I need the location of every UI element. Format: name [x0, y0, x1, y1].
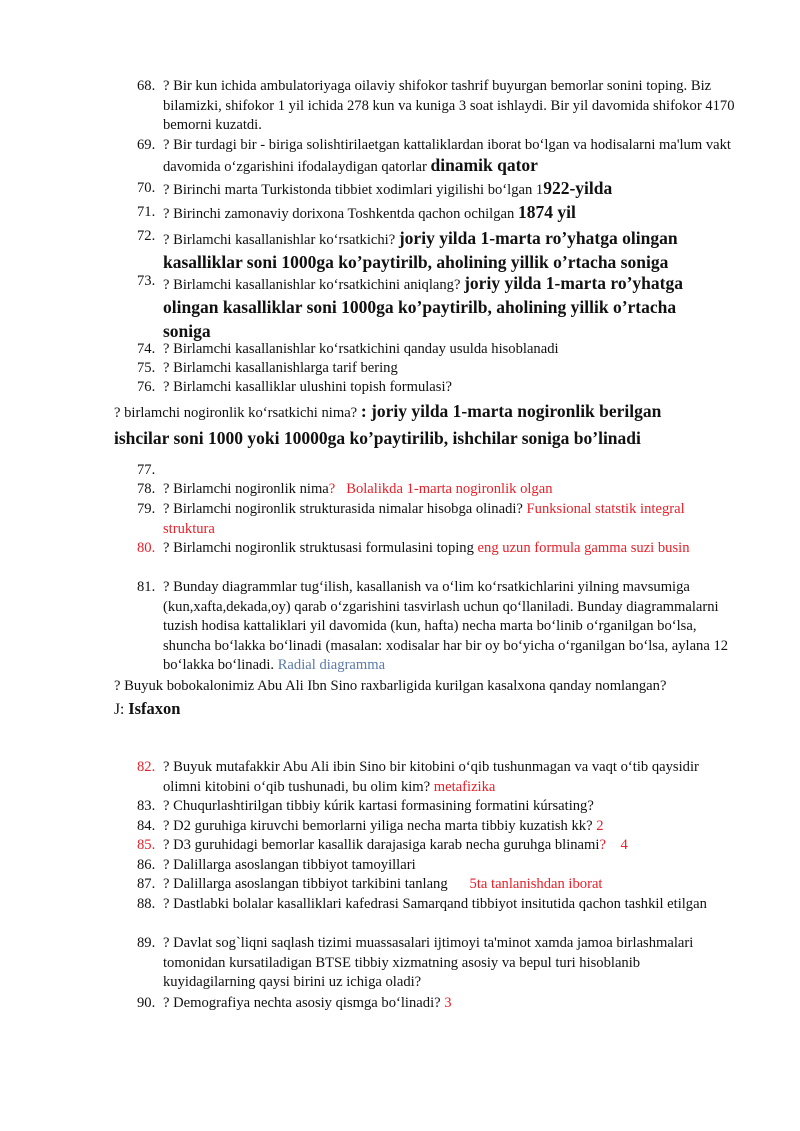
answer-text: 922-yilda [543, 178, 613, 198]
question-text: ? Birlamchi nogironlik strukturasida nimalar hisobga olinadi? Funksional statstik integral struktura [163, 501, 685, 537]
question-number: 76. [137, 379, 156, 395]
question-number: 72. [137, 228, 156, 244]
question-text: ? Bir turdagi bir - biriga solishtirilaetgan kattaliklardan iborat bo‘lgan va hodisalarni ma'lum vakt davomida o‘zgarishini ifodalaydigan qatorlar dinamik qator [163, 137, 731, 175]
question-text: ? Chuqurlashtirilgan tibbiy kúrik kartasi formasining formatini kúrsating? [163, 798, 594, 814]
answer-line-2: kasalliklar soni 1000ga ko’paytirilb, aholining yillik o’rtacha soniga [163, 252, 669, 272]
question-number: 79. [137, 501, 156, 517]
answer-text: Radial diagramma [277, 657, 386, 673]
question-number: 88. [137, 896, 156, 912]
question-text: ? Birinchi marta Turkistonda tibbiet xodimlari yigilishi bo‘lgan 1922-yilda [163, 178, 613, 198]
answer-prefix: J: [114, 701, 129, 718]
question-number: 81. [137, 579, 156, 595]
question-text: ? D3 guruhidagi bemorlar kasallik darajasiga karab necha guruhga blinami? 4 [163, 837, 628, 853]
answer-text: 5ta tanlanishdan iborat [469, 876, 603, 892]
answer-text: Funksional statstik integral struktura [163, 501, 685, 537]
question-text: ? Birlamchi kasallanishlar ko‘rsatkichini qanday usulda hisoblanadi [163, 341, 559, 357]
question-text: ? Dalillarga asoslangan tibbiyot tamoyillari [163, 857, 416, 873]
question-number: 84. [137, 818, 156, 834]
question-number: 89. [137, 935, 156, 951]
answer-line-1: joriy yilda 1-marta ro’yhatga [464, 273, 683, 293]
question-text: ? Davlat sog`liqni saqlash tizimi muassasalari ijtimoyi ta'minot xamda jamoa birlashmalari tomonidan kursatiladigan BTSE tibbiy xizmatning asosiy va bepul turi hisoblanib kuyidagilarning qaysi birini uz ichiga oladi? [163, 935, 694, 990]
question-number: 68. [137, 78, 156, 94]
question-number: 73. [137, 273, 156, 289]
question-disability-indicator [114, 399, 754, 453]
question-number: 70. [137, 180, 156, 196]
question-number: 82. [137, 759, 156, 775]
answer-line-2: olingan kasalliklar soni 1000ga ko’paytirilb, aholining yillik o’rtacha [163, 297, 677, 317]
question-number: 77. [137, 462, 156, 478]
question-text: ? birlamchi nogironlik ko‘rsatkichi nima? [114, 405, 361, 421]
question-number: 86. [137, 857, 156, 873]
answer-text: Isfaxon [128, 699, 181, 718]
question-number: 87. [137, 876, 156, 892]
question-text: ? Birlamchi nogironlik struktusasi formulasini toping eng uzun formula gamma suzi busin [163, 540, 690, 556]
question-text: ? Birlamchi kasallanishlar ko‘rsatkichini aniqlang? joriy yilda 1-marta ro’yhatga olingan kasalliklar soni 1000ga ko’paytirilb, aholining yillik o’rtacha soniga [163, 273, 683, 341]
question-mark: ? [328, 481, 336, 497]
question-mark: ? [599, 837, 606, 853]
question-text: ? Birlamchi kasallanishlar ko‘rsatkichi? joriy yilda 1-marta ro’yhatga olingan kasalliklar soni 1000ga ko’paytirilb, aholining yillik o’rtacha soniga [163, 228, 678, 272]
answer-text: Bolalikda 1-marta nogironlik olgan [335, 481, 553, 497]
answer-line-2: ishcilar soni 1000 yoki 10000ga ko’paytirilib, ishchilar soniga bo’linadi [114, 428, 641, 448]
question-number: 83. [137, 798, 156, 814]
answer-line-3: soniga [163, 321, 211, 341]
question-text: ? Birlamchi kasalliklar ulushini topish formulasi? [163, 379, 452, 395]
answer-text: eng uzun formula gamma suzi busin [477, 540, 690, 556]
question-number: 80. [137, 540, 156, 556]
question-text: ? D2 guruhiga kiruvchi bemorlarni yiliga necha marta tibbiy kuzatish kk? 2 [163, 818, 604, 834]
question-text: ? Buyuk mutafakkir Abu Ali ibin Sino bir kitobini o‘qib tushunmagan va vaqt o‘tib qaysidir olimni kitobini o‘qib tushunadi, bu olim kim? metafizika [163, 759, 699, 795]
answer-text: 2 [596, 818, 604, 834]
answer-text: metafizika [433, 778, 496, 795]
question-text: ? Bir kun ichida ambulatoriyaga oilaviy shifokor tashrif buyurgan bemorlar sonini toping. Biz bilamizki, shifokor 1 yil ichida 278 kun va kuniga 3 soat ishlaydi. Bir yil davomida shifokor 4170 bemorni kuzatdi. [163, 78, 735, 133]
question-number: 85. [137, 837, 156, 853]
question-text: ? Birlamchi nogironlik nima? Bolalikda 1-marta nogironlik olgan [163, 481, 553, 497]
answer-text: 4 [605, 837, 628, 853]
question-text: ? Bunday diagrammlar tug‘ilish, kasallanish va o‘lim ko‘rsatkichlarini yilning mavsumiga (kun,xafta,dekada,oy) qarab o‘zgarishini tasvirlash uchun qo‘llaniladi. Bunday diagrammalarni tuzish hodisa kattaliklari yil davomida (kun, hafta) necha marta bo‘linib o‘rganilgan bo‘lsa, shuncha bo‘lakka bo‘linadi (masalan: xodisalar har bir oy bo‘yicha o‘rganilgan bo‘lsa, aylana 12 bo‘lakka bo‘linadi. Radial diagramma [163, 579, 729, 673]
question-number: 78. [137, 481, 156, 497]
question-text: ? Demografiya nechta asosiy qismga bo‘linadi? 3 [163, 995, 452, 1011]
answer-text: 1874 yil [517, 202, 576, 222]
question-ibn-sino-hospital [114, 677, 754, 697]
question-text: ? Buyuk bobokalonimiz Abu Ali Ibn Sino raxbarligida kurilgan kasalxona qanday nomlangan? [114, 678, 667, 694]
question-text: ? Birlamchi kasallanishlarga tarif bering [163, 360, 398, 376]
question-text: ? Dastlabki bolalar kasalliklari kafedrasi Samarqand tibbiyot insitutida qachon tashkil etilgan [163, 896, 707, 912]
question-number: 75. [137, 360, 156, 376]
question-number: 74. [137, 341, 156, 357]
question-number: 71. [137, 204, 156, 220]
question-number: 90. [137, 995, 156, 1011]
question-text: ? Dalillarga asoslangan tibbiyot tarkibini tanlang 5ta tanlanishdan iborat [163, 876, 603, 892]
answer-ibn-sino-hospital [114, 698, 754, 721]
answer-text: dinamik qator [430, 154, 538, 175]
question-text: ? Birinchi zamonaviy dorixona Toshkentda qachon ochilgan 1874 yil [163, 202, 576, 222]
answer-line-1: joriy yilda 1-marta ro’yhatga olingan [398, 228, 678, 248]
answer-text: 3 [444, 995, 452, 1011]
answer-line-1: : joriy yilda 1-marta nogironlik berilgan [360, 401, 662, 421]
question-number: 69. [137, 137, 156, 153]
